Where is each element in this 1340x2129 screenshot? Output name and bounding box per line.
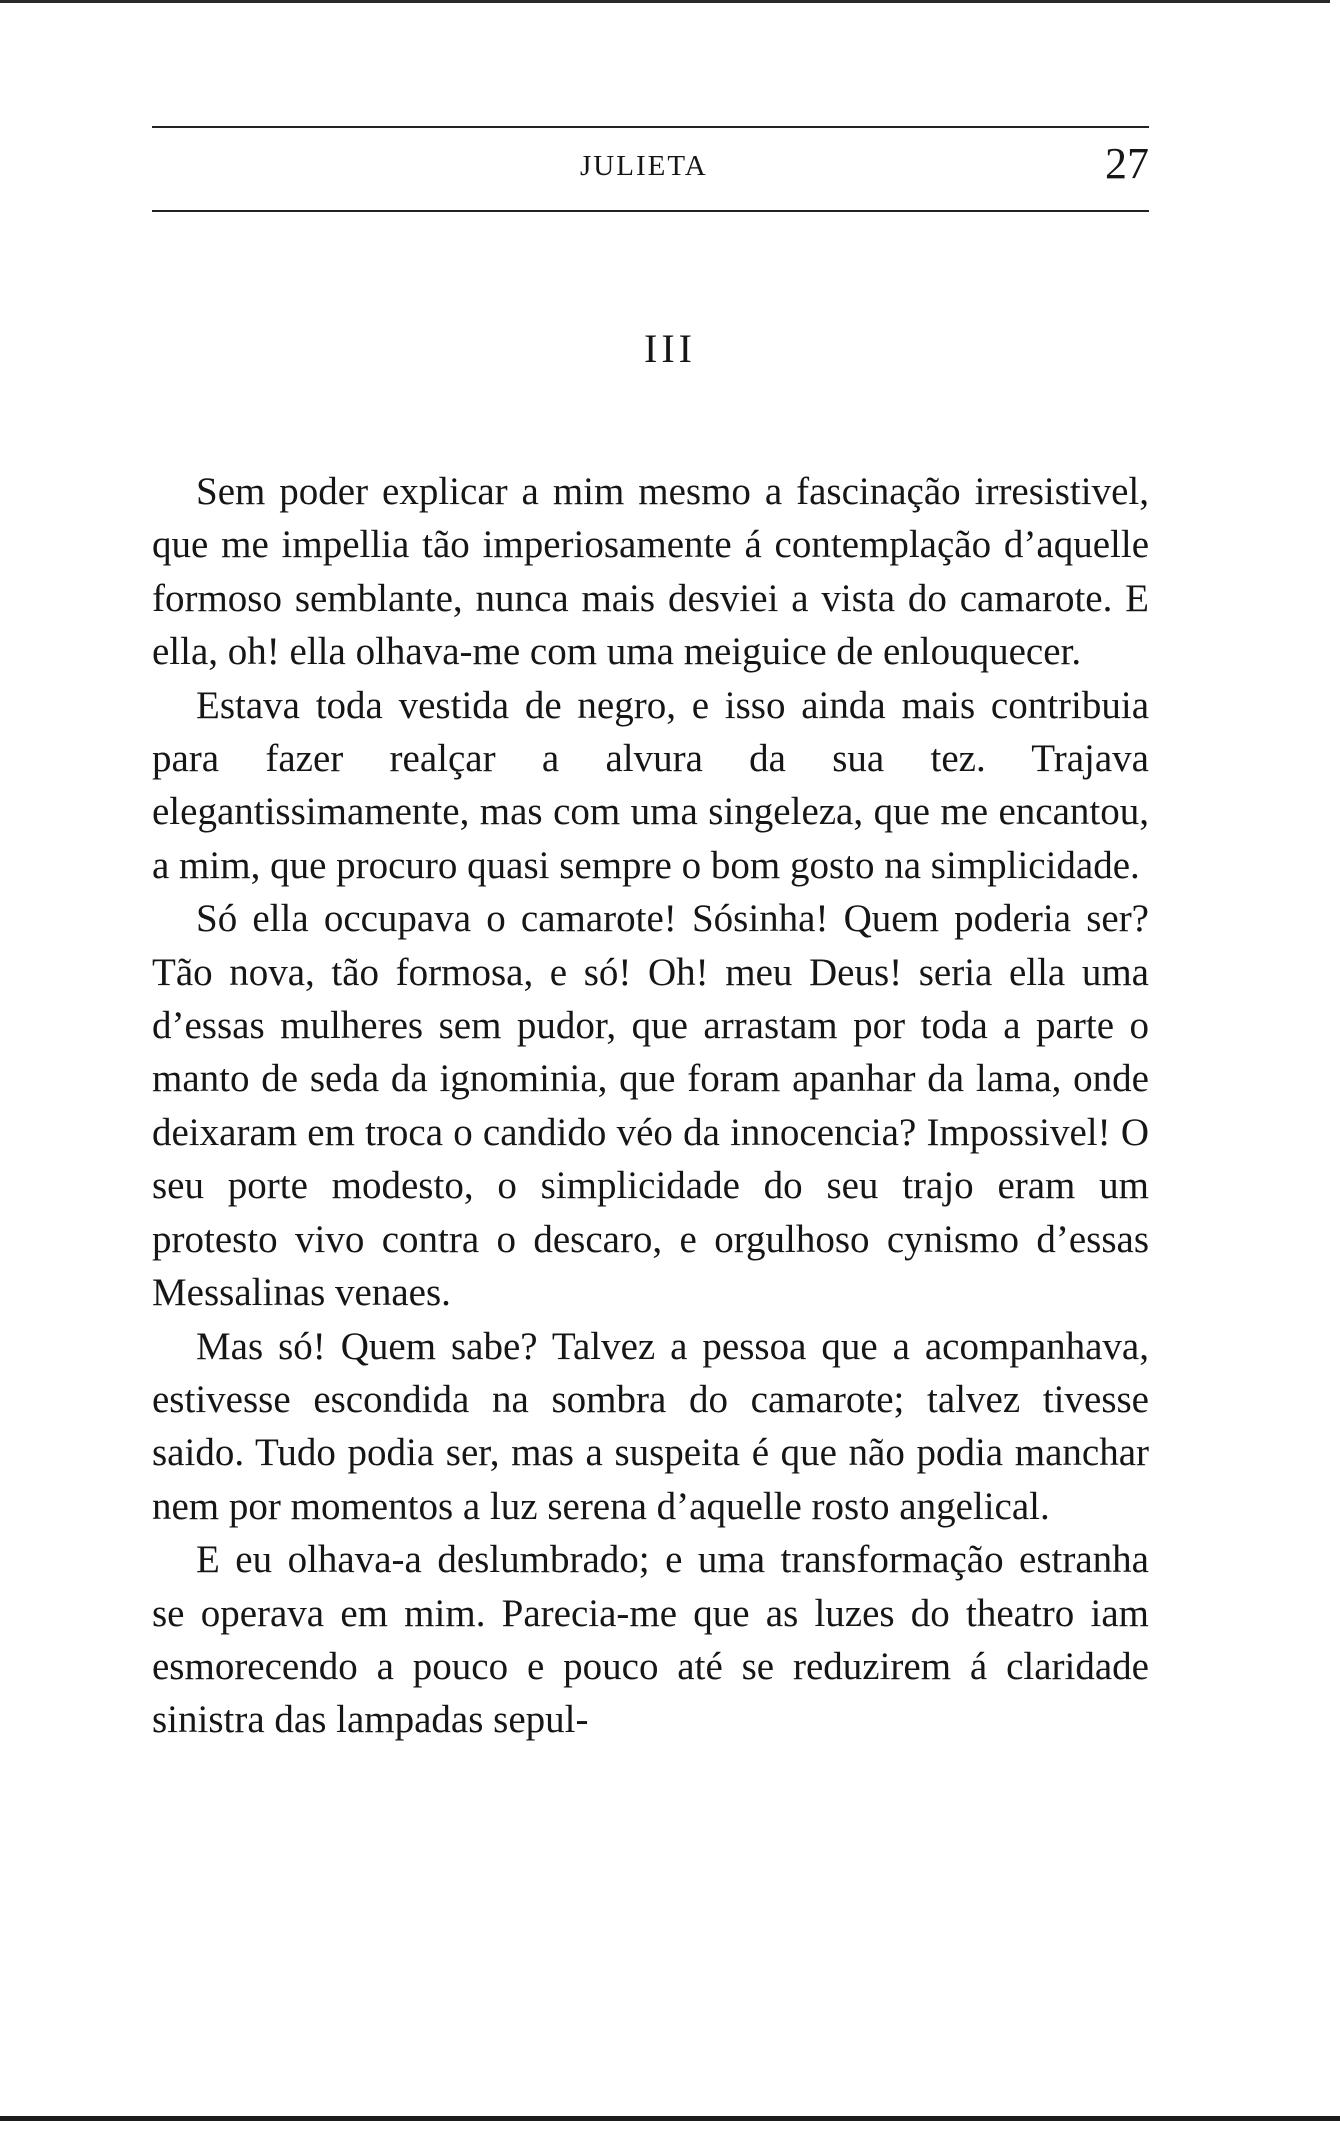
page-number: 27 <box>1105 139 1149 188</box>
chapter-heading: III <box>644 326 696 371</box>
body-text <box>152 465 1149 1747</box>
paragraph: Mas só! Quem sabe? Talvez a pessoa que a acompanhava, estivesse escondida na sombra do camarote; talvez tivesse saido. Tudo podia ser, mas a suspeita é que não podia manchar nem por momentos a luz serena d’aquelle rosto angelical. <box>152 1324 1149 1528</box>
paragraph: Sem poder explicar a mim mesmo a fascinação irresistivel, que me impellia tão imperiosamente á contemplação d’aquelle formoso semblante, nunca mais desviei a vista do camarote. E ella, oh! ella olhava-me com uma meiguice de enlouquecer. <box>152 470 1149 674</box>
running-title: JULIETA <box>580 150 708 182</box>
page-top-edge <box>0 0 1330 3</box>
header-top-rule <box>152 126 1149 128</box>
paragraph: Só ella occupava o camarote! Sósinha! Quem poderia ser? Tão nova, tão formosa, e só! Oh! meu Deus! seria ella uma d’essas mulheres sem pudor, que arrastam por toda a parte o manto de seda da ignominia, que foram apanhar da lama, onde deixaram em troca o candido véo da innocencia? Impossivel! O seu porte modesto, o simplicidade do seu trajo eram um protesto vivo contra o descaro, e orgulhoso cynismo d’essas Messalinas venaes. <box>152 897 1149 1315</box>
header-bottom-rule <box>152 210 1149 212</box>
paragraph: E eu olhava-a deslumbrado; e uma transformação estranha se operava em mim. Parecia-me que as luzes do theatro iam esmorecendo a pouco e pouco até se reduzirem á claridade sinistra das lampadas sepul- <box>152 1538 1149 1742</box>
paragraph: Estava toda vestida de negro, e isso ainda mais contribuia para fazer realçar a alvura da sua tez. Trajava elegantissimamente, mas com uma singeleza, que me encantou, a mim, que procuro quasi sempre o bom gosto na simplicidade. <box>152 683 1149 887</box>
page-bottom-edge <box>0 2116 1340 2121</box>
